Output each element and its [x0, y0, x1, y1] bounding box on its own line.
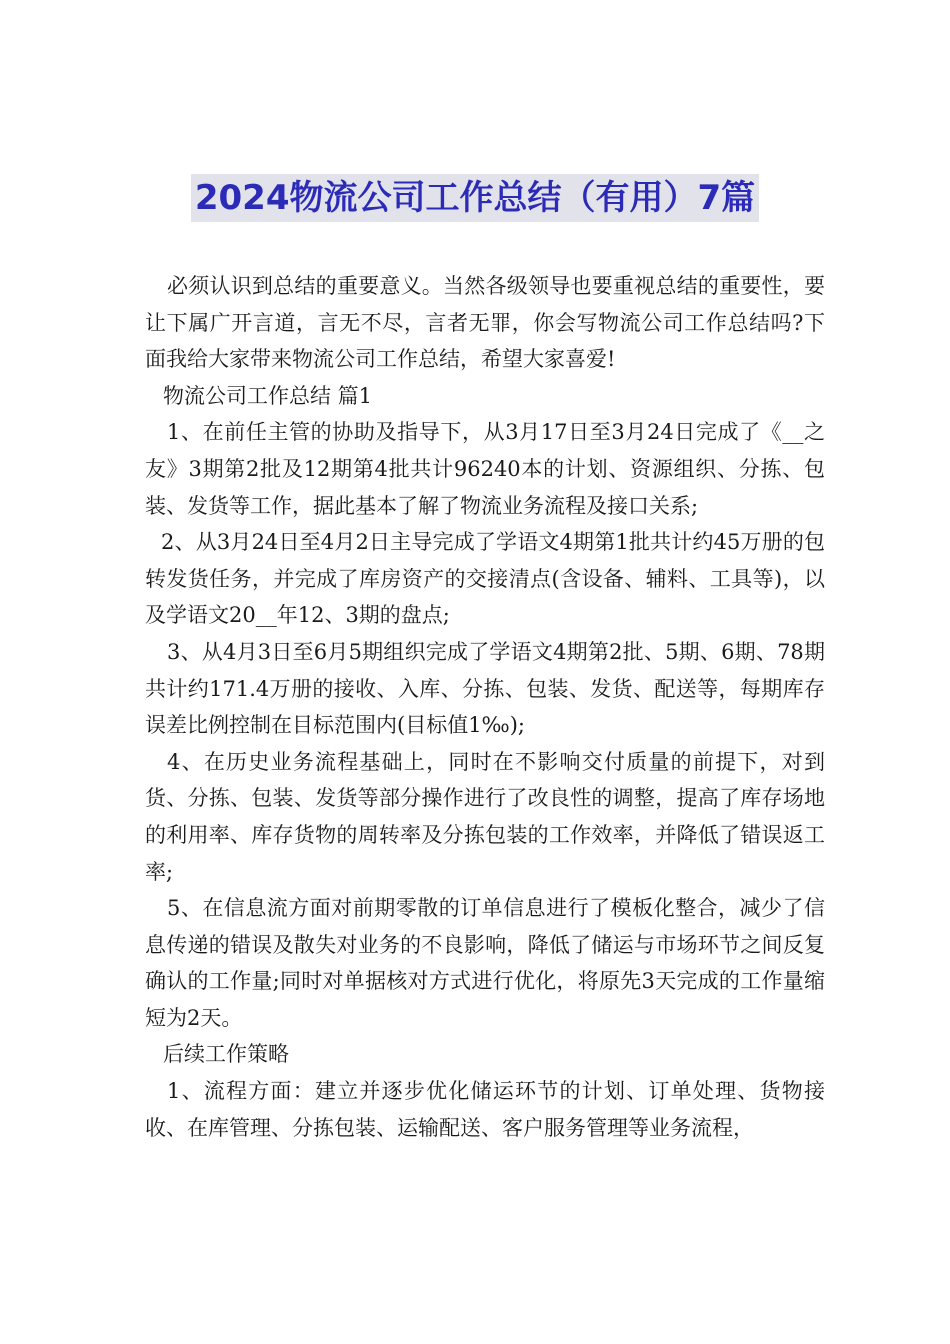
section-heading: 物流公司工作总结 篇1 [163, 383, 373, 408]
document-body [145, 268, 825, 1146]
body-paragraph: 1、流程方面：建立并逐步优化储运环节的计划、订单处理、货物接收、在库管理、分拣包装、运输配送、客户服务管理等业务流程， [145, 1079, 825, 1140]
section-heading: 后续工作策略 [163, 1042, 289, 1067]
title-wrap [0, 174, 950, 222]
body-paragraph: 必须认识到总结的重要意义。当然各级领导也要重视总结的重要性，要让下属广开言道，言无不尽，言者无罪，你会写物流公司工作总结吗?下面我给大家带来物流公司工作总结，希望大家喜爱! [145, 274, 825, 372]
body-paragraph: 3、从4月3日至6月5期组织完成了学语文4期第2批、5期、6期、78期共计约171.4万册的接收、入库、分拣、包装、发货、配送等，每期库存误差比例控制在目标范围内(目标值1‰); [145, 639, 825, 738]
body-paragraph: 2、从3月24日至4月2日主导完成了学语文4期第1批共计约45万册的包转发货任务，并完成了库房资产的交接清点(含设备、辅料、工具等)，以及学语文20__年12、3期的盘点; [145, 530, 825, 628]
body-paragraph: 4、在历史业务流程基础上，同时在不影响交付质量的前提下，对到货、分拣、包装、发货等部分操作进行了改良性的调整，提高了库存场地的利用率、库存货物的周转率及分拣包装的工作效率，并降低了错误返工率; [145, 749, 825, 884]
body-paragraph: 5、在信息流方面对前期零散的订单信息进行了模板化整合，减少了信息传递的错误及散失对业务的不良影响，降低了储运与市场环节之间反复确认的工作量;同时对单据核对方式进行优化，将原先3天完成的工作量缩短为2天。 [145, 896, 825, 1030]
document-title: 2024物流公司工作总结（有用）7篇 [191, 174, 759, 222]
body-paragraph: 1、在前任主管的协助及指导下，从3月17日至3月24日完成了《__之友》3期第2批及12期第4批共计96240本的计划、资源组织、分拣、包装、发货等工作，据此基本了解了物流业务流程及接口关系; [145, 420, 825, 518]
